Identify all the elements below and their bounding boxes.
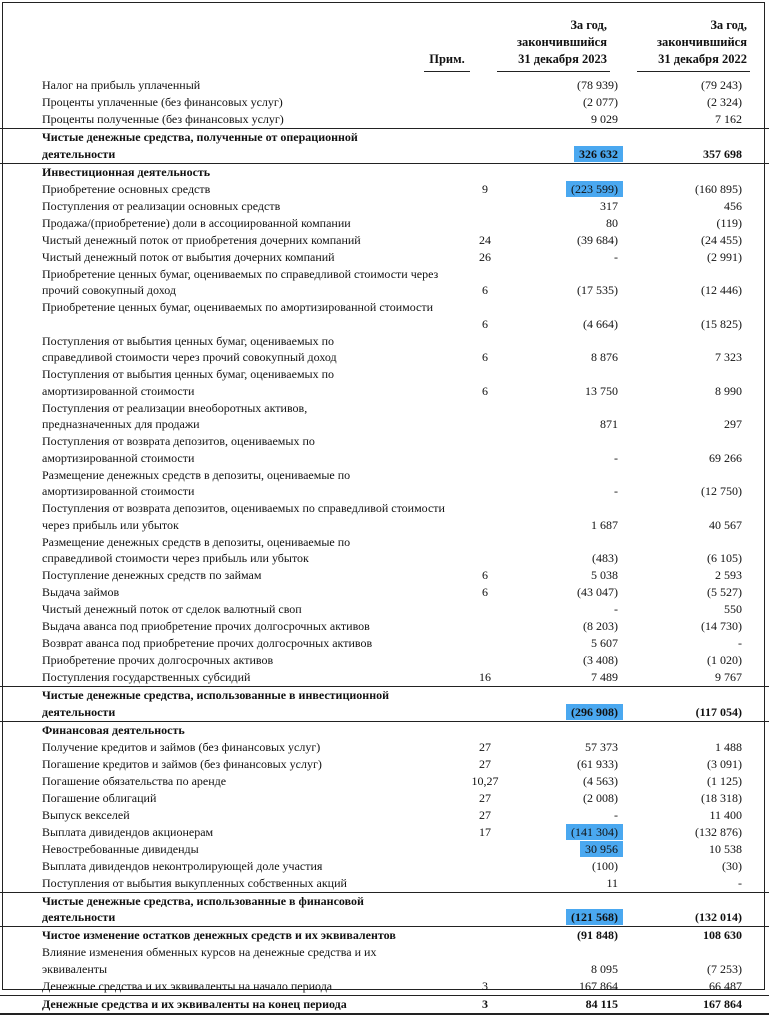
table-row: Поступления государственных субсидий 16 7 489 9 767 <box>42 670 742 684</box>
table-row: Поступления от возврата депозитов, оцениваемых по справедливой стоимости через прибыль или убыток 1 687 40 567 <box>42 501 742 532</box>
highlight-marker: (121 568) <box>566 909 623 925</box>
table-row: Выпуск векселей 27 - 11 400 <box>42 807 742 822</box>
table-row: Чистый денежный поток от выбытия дочерних компаний 26 - (2 991) <box>42 249 742 264</box>
table-row: Приобретение прочих долгосрочных активов (3 408) (1 020) <box>42 653 742 667</box>
column-header-2022: За год, закончившийся 31 декабря 2022 <box>656 18 747 66</box>
subtotal-row-financing: Чистые денежные средства, использованные в финансовой деятельности (121 568) (132 014) <box>0 892 769 927</box>
table-row: Размещение денежных средств в депозиты, оцениваемые по амортизированной стоимости - (12 750) <box>42 467 742 499</box>
table-row: Приобретение ценных бумаг, оцениваемых по амортизированной стоимости 6 (4 664) (15 825) <box>42 300 742 331</box>
subtotal-row-operating: Чистые денежные средства, полученные от операционной деятельности 326 632 357 698 <box>0 128 769 163</box>
table-header <box>0 0 769 74</box>
table-row: Денежные средства и их эквиваленты на начало периода 3 167 864 66 487 <box>42 978 742 993</box>
header-underline-2023 <box>497 71 610 72</box>
table-row: Невостребованные дивиденды 30 956 10 538 <box>42 841 742 856</box>
net-change-row: Чистое изменение остатков денежных средств и их эквивалентов (91 848) 108 630 <box>0 926 769 944</box>
highlight-marker: (141 304) <box>566 824 623 840</box>
table-row: Продажа/(приобретение) доли в ассоциированной компании 80 (119) <box>42 215 742 230</box>
note-header-underline <box>424 71 470 72</box>
table-row: Возврат аванса под приобретение прочих долгосрочных активов 5 607 - <box>42 636 742 650</box>
closing-balance-row: Денежные средства и их эквиваленты на конец периода 3 84 115 167 864 <box>0 995 769 1015</box>
table-row: Погашение обязательства по аренде 10,27 (4 563) (1 125) <box>42 773 742 788</box>
table-row: Налог на прибыль уплаченный (78 939) (79 243) <box>42 78 742 92</box>
table-row: Поступления от реализации основных средств 317 456 <box>42 198 742 213</box>
table-row: Чистый денежный поток от приобретения дочерних компаний 24 (39 684) (24 455) <box>42 232 742 247</box>
note-column-header: Прим. <box>429 52 465 66</box>
cashflow-table <box>0 77 769 1015</box>
table-row: Поступления от выбытия ценных бумаг, оцениваемых по справедливой стоимости через прочий совокупный доход 6 8 876 7 323 <box>42 333 742 365</box>
column-header-2023: За год, закончившийся 31 декабря 2023 <box>516 18 607 66</box>
table-row: Выплата дивидендов неконтролирующей доле участия (100) (30) <box>42 858 742 873</box>
table-row: Чистый денежный поток от сделок валютный своп - 550 <box>42 602 742 616</box>
table-row: Поступления от выбытия ценных бумаг, оцениваемых по амортизированной стоимости 6 13 750 8 990 <box>42 367 742 398</box>
header-underline-2022 <box>637 71 750 72</box>
highlight-marker: 30 956 <box>580 841 623 857</box>
table-row: Погашение кредитов и займов (без финансовых услуг) 27 (61 933) (3 091) <box>42 756 742 771</box>
table-row: Приобретение ценных бумаг, оцениваемых по справедливой стоимости через прочий совокупный доход 6 (17 535) (12 446) <box>42 266 742 298</box>
section-heading-investing: Инвестиционная деятельность <box>0 163 769 181</box>
highlight-marker: 326 632 <box>574 146 623 162</box>
section-heading-financing: Финансовая деятельность <box>0 721 769 739</box>
table-row: Поступления от реализации внеоборотных активов, предназначенных для продажи 871 297 <box>42 400 742 432</box>
table-row: Проценты уплаченные (без финансовых услуг) (2 077) (2 324) <box>42 95 742 109</box>
table-row: Выдача займов 6 (43 047) (5 527) <box>42 585 742 599</box>
subtotal-row-investing: Чистые денежные средства, использованные в инвестиционной деятельности (296 908) (117 054) <box>0 686 769 721</box>
table-row: Поступление денежных средств по займам 6 5 038 2 593 <box>42 568 742 582</box>
table-row: Выдача аванса под приобретение прочих долгосрочных активов (8 203) (14 730) <box>42 619 742 633</box>
table-row: Размещение денежных средств в депозиты, оцениваемые по справедливой стоимости через прибыль или убыток (483) (6 105) <box>42 534 742 566</box>
table-row: Проценты полученные (без финансовых услуг) 9 029 7 162 <box>42 112 742 126</box>
table-row: Получение кредитов и займов (без финансовых услуг) 27 57 373 1 488 <box>42 739 742 754</box>
table-row: Поступления от возврата депозитов, оцениваемых по амортизированной стоимости - 69 266 <box>42 434 742 465</box>
table-row: Погашение облигаций 27 (2 008) (18 318) <box>42 790 742 805</box>
table-row: Влияние изменения обменных курсов на денежные средства и их эквиваленты 8 095 (7 253) <box>42 945 742 976</box>
highlight-marker: (296 908) <box>566 704 623 720</box>
table-row: Выплата дивидендов акционерам 17 (141 304) (132 876) <box>42 824 742 839</box>
table-row: Поступления от выбытия выкупленных собственных акций 11 - <box>42 875 742 890</box>
table-row: Приобретение основных средств 9 (223 599) (160 895) <box>42 181 742 196</box>
highlight-marker: (223 599) <box>566 181 623 197</box>
